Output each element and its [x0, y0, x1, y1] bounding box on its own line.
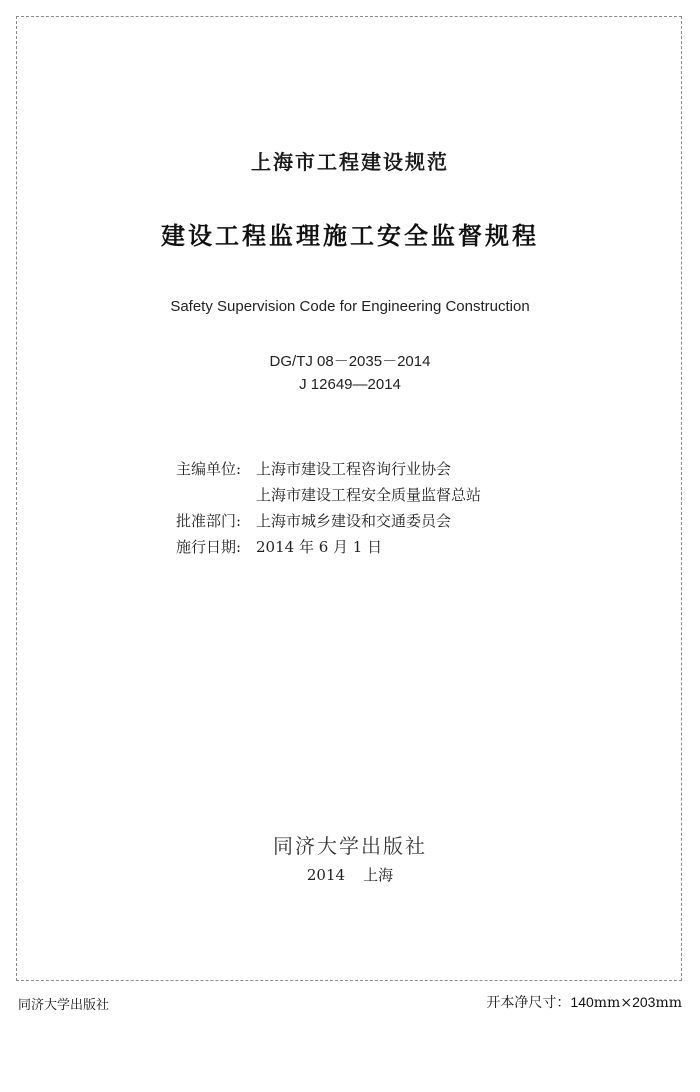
series-title: 上海市工程建设规范: [251, 150, 449, 174]
approver-row: [176, 508, 481, 534]
editor-label: 主编单位:: [176, 460, 242, 478]
editor-row: [176, 456, 481, 482]
times-sign: ×: [620, 995, 633, 1011]
page-title: 建设工程监理施工安全监督规程: [161, 222, 539, 250]
footer-trim-size: [486, 992, 682, 1012]
footer-publisher: 同济大学出版社: [18, 998, 110, 1013]
editor-label-spacer: [176, 482, 256, 508]
size-height: 203: [632, 994, 656, 1010]
size-width: 140: [570, 994, 594, 1010]
english-title: Safety Supervision Code for Engineering Construction: [170, 298, 530, 315]
size-unit-2: mm: [655, 995, 682, 1011]
effective-label: 施行日期:: [176, 538, 242, 556]
publication-city: 上海: [363, 866, 394, 884]
effective-date: 2014 年 6 月 1 日: [256, 538, 383, 556]
info-block: [176, 456, 481, 560]
size-label: 开本净尺寸：: [486, 995, 571, 1011]
code-number: DG/TJ 08－2035－2014: [269, 353, 431, 370]
effective-row: [176, 534, 481, 560]
approver-label: 批准部门:: [176, 512, 242, 530]
publisher-name: 同济大学出版社: [273, 834, 427, 858]
editor-unit-2: 上海市建设工程安全质量监督总站: [256, 486, 482, 504]
size-unit-1: mm: [593, 995, 621, 1011]
publication-year: 2014: [306, 866, 346, 884]
publication-line: [0, 864, 700, 885]
record-number: J 12649—2014: [299, 376, 401, 393]
editor-unit-1: 上海市建设工程咨询行业协会: [256, 460, 452, 478]
approver-value: 上海市城乡建设和交通委员会: [256, 512, 452, 530]
editor-row-2: [176, 482, 481, 508]
